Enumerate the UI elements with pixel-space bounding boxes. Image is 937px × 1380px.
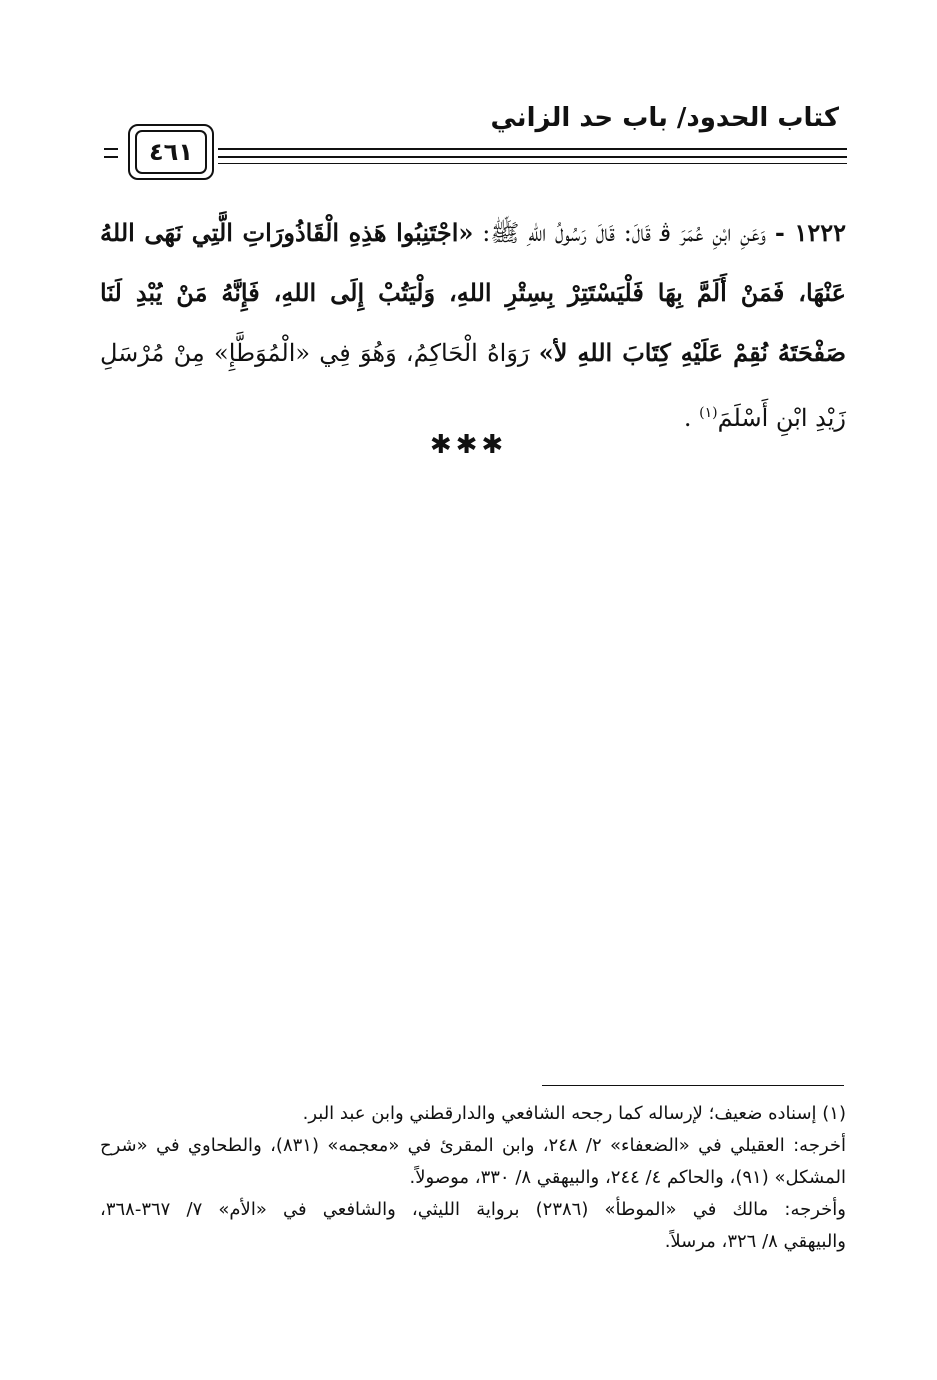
header-rule: [218, 148, 847, 150]
footnote-line: وأخرجه: مالك في «الموطأ» (٢٣٨٦) برواية الليثي، والشافعي في «الأم» ٧/ ٣٦٧-٣٦٨،: [100, 1199, 846, 1220]
footnote-line: والبيهقي ٨/ ٣٢٦، مرسلاً.: [664, 1231, 846, 1252]
header-rule: [218, 156, 847, 158]
footnote-line: المشكل» (٩١)، والحاكم ٤/ ٢٤٤، والبيهقي ٨/ ٣٣٠، موصولاً.: [409, 1167, 846, 1188]
hadith-matn: «اجْتَنِبُوا هَذِهِ الْقَاذُورَاتِ الَّتِي نَهَى اللهُ عَنْهَا، فَمَنْ أَلَمَّ بِهَا فَلْيَسْتَتِرْ بِسِتْرِ اللهِ، وَلْيَتُبْ إِلَى اللهِ، فَإِنَّهُ مَنْ يُبْدِ لَنَا صَفْحَتَهُ نُقِمْ عَلَيْهِ كِتَابَ اللهِ ﻷ»: [100, 218, 846, 367]
hadith-attribution: رَوَاهُ الْحَاكِمُ، وَهُوَ فِي «الْمُوَطَّإِ» مِنْ مُرْسَلِ زَيْدِ ابْنِ أَسْلَمَ: [100, 339, 846, 432]
section-separator: ✱✱✱: [429, 430, 508, 460]
page-number: ٤٦١: [135, 130, 207, 174]
footnote-line: (١) إسناده ضعيف؛ لإرساله كما رجحه الشافعي والدارقطني وابن عبد البر.: [302, 1103, 846, 1124]
running-header-title: كتاب الحدود/ باب حد الزاني: [490, 103, 839, 133]
hadith-text: [100, 203, 846, 448]
footnote-line: أخرجه: العقيلي في «الضعفاء» ٢/ ٢٤٨، وابن المقرئ في «معجمه» (٨٣١)، والطحاوي في «شرح: [100, 1135, 847, 1156]
page-number-frame: [128, 124, 214, 180]
header-rule: [104, 156, 118, 158]
hadith-end: .: [683, 404, 692, 432]
footnotes: [100, 1098, 846, 1258]
hadith-number: ١٢٢٢ -: [774, 218, 846, 247]
header-rule: [104, 148, 118, 150]
header-rule: [218, 163, 847, 164]
hadith-intro: وَعَنِ ابْنِ عُمَرَ ﭬ قَالَ: قَالَ رَسُولُ اللهِ ﷺ:: [482, 219, 766, 247]
footnote-divider: [542, 1085, 844, 1086]
footnote-reference[interactable]: (١): [699, 405, 718, 421]
